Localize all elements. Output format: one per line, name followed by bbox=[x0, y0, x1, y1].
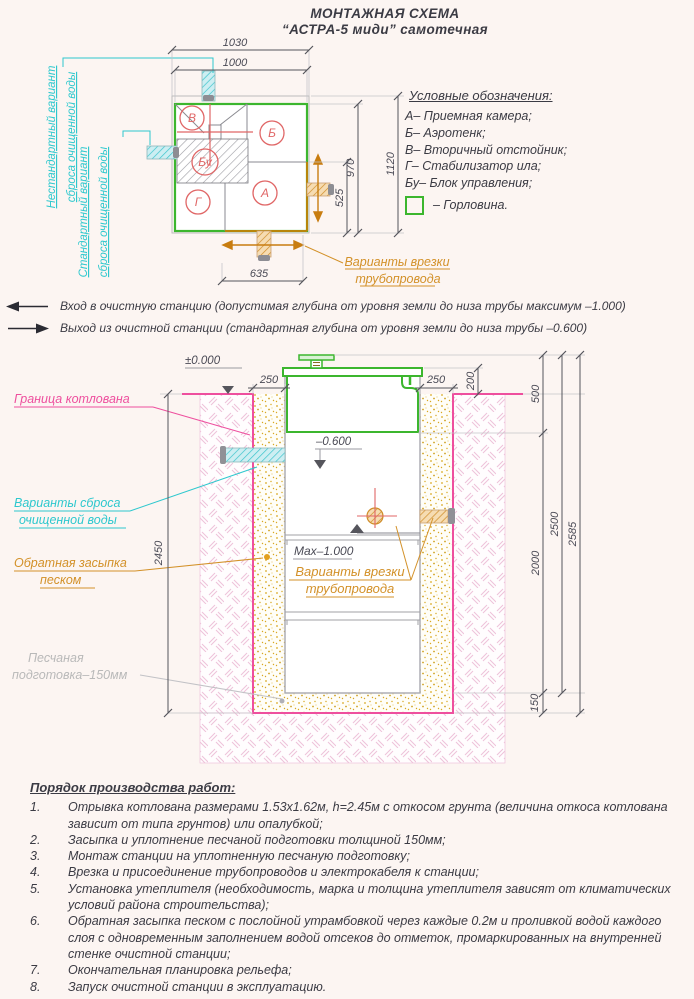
plan-dim-1030: 1030 bbox=[222, 37, 248, 49]
dim-2500: 2500 bbox=[549, 511, 561, 537]
work-item-3 bbox=[30, 848, 682, 864]
outlet-note bbox=[4, 321, 587, 335]
dim-200: 200 bbox=[465, 371, 477, 391]
work-item-6-text: Обратная засыпка песком с послойной утрамбовкой через каждые 0.2м и проливкой водой каждого слоя с одновременным заполнением водой отсеков до отметок, промаркированных на внутренней стенке очистной станции; bbox=[68, 914, 662, 961]
work-item-5 bbox=[30, 881, 682, 914]
level-zero-marker bbox=[222, 386, 234, 394]
tank-neck-section bbox=[287, 376, 418, 432]
vent-stem bbox=[311, 360, 322, 368]
work-item-4-text: Врезка и присоединение трубопроводов и электрокабеля к станции; bbox=[68, 865, 479, 880]
discharge-pipe-cap bbox=[220, 446, 226, 464]
work-item-2-num: 2. bbox=[30, 832, 41, 847]
dim-2000: 2000 bbox=[530, 550, 542, 576]
plan-tapping-leader bbox=[305, 246, 343, 263]
work-item-7-text: Окончательная планировка рельефа; bbox=[68, 963, 292, 978]
legend-neck-row bbox=[405, 196, 690, 215]
cross-section-drawing bbox=[0, 348, 694, 780]
plan-dim-525: 525 bbox=[334, 188, 346, 208]
backfill-label-line1: Обратная засыпка bbox=[14, 556, 127, 570]
plan-tapping-label-line1: Варианты врезки bbox=[344, 255, 450, 269]
compartment-label-g: Г bbox=[194, 195, 202, 209]
legend-neck-label: – Горловина. bbox=[433, 198, 508, 213]
inlet-arrow-icon bbox=[4, 300, 50, 313]
plan-control-block-hatch bbox=[177, 139, 248, 183]
work-item-2-text: Засыпка и уплотнение песчаной подготовки толщиной 150мм; bbox=[68, 832, 446, 847]
work-item-3-num: 3. bbox=[30, 849, 41, 864]
work-item-5-text: Установка утеплителя (необходимость, марка и толщина утеплителя зависят от климатических условий района строительства); bbox=[68, 881, 671, 913]
plan-bottom-pipe bbox=[257, 231, 271, 257]
compartment-label-b: Б bbox=[268, 126, 276, 140]
work-item-8-num: 8. bbox=[30, 979, 41, 994]
inlet-note bbox=[4, 299, 626, 313]
dim-150: 150 bbox=[529, 693, 541, 713]
work-item-7-num: 7. bbox=[30, 963, 41, 978]
work-item-8-text: Запуск очистной станции в эксплуатацию. bbox=[68, 979, 327, 994]
work-item-7 bbox=[30, 962, 682, 978]
work-item-3-text: Монтаж станции на уплотненную песчаную подготовку; bbox=[68, 849, 411, 864]
discharge-options-label-line2: очищенной воды bbox=[19, 513, 117, 527]
label-standard-discharge-line1: Стандартный вариант bbox=[78, 146, 90, 278]
max-depth-label: Max–1.000 bbox=[294, 544, 354, 558]
legend-item-bu: Бу– Блок управления; bbox=[405, 176, 533, 191]
page-subtitle: “АСТРА-5 миди” самотечная bbox=[281, 22, 489, 37]
tapping-pipe-right-cap bbox=[448, 508, 455, 524]
discharge-pipe bbox=[225, 448, 285, 462]
vent-cap bbox=[299, 355, 334, 360]
plan-dim-970: 970 bbox=[345, 158, 357, 178]
dim-250-right: 250 bbox=[426, 374, 446, 386]
work-item-6 bbox=[30, 913, 682, 962]
legend bbox=[405, 88, 690, 215]
plan-bottom-pipe-cap bbox=[258, 255, 270, 261]
plan-tapping-label-line2: трубопровода bbox=[355, 272, 441, 286]
dim-2585: 2585 bbox=[567, 521, 579, 547]
work-order-list bbox=[30, 780, 682, 995]
compartment-label-v: В bbox=[187, 111, 197, 125]
work-item-1-text: Отрывка котлована размерами 1.53х1.62м, h=2.45м с откосом грунта (величина откоса котлована зависит от типа грунтов) или опалубкой; bbox=[68, 800, 668, 831]
legend-item-g: Г– Стабилизатор ила; bbox=[405, 159, 542, 174]
label-standard-discharge-line2: сброса очищенной воды bbox=[98, 146, 110, 278]
sand-prep-label-line2: подготовка–150мм bbox=[12, 668, 128, 682]
work-item-2 bbox=[30, 832, 682, 848]
section-tapping-label-line1: Варианты врезки bbox=[295, 564, 405, 579]
outlet-note-text: Выход из очистной станции (стандартная глубина от уровня земли до низа трубы –0.600) bbox=[60, 321, 588, 335]
work-order-title: Порядок производства работ: bbox=[30, 780, 236, 795]
neck-square-icon bbox=[405, 196, 424, 215]
discharge-options-label-line1: Варианты сброса bbox=[14, 496, 121, 510]
legend-item-a: А– Приемная камера; bbox=[405, 109, 532, 123]
plan-dim-1000: 1000 bbox=[222, 57, 248, 69]
work-item-8 bbox=[30, 979, 682, 995]
tank-neck-flange bbox=[283, 368, 422, 376]
plan-view-drawing bbox=[30, 33, 460, 295]
pit-boundary-label: Граница котлована bbox=[14, 392, 130, 406]
sand-prep-leader-dot bbox=[280, 699, 285, 704]
label-nonstandard-discharge-line2: сброса очищенной воды bbox=[66, 71, 78, 203]
inlet-note-text: Вход в очистную станцию (допустимая глубина от уровня земли до низа трубы максимум –1.000) bbox=[60, 299, 626, 313]
tapping-pipe-right bbox=[420, 510, 448, 523]
plan-top-pipe-cap bbox=[203, 95, 214, 101]
compartment-label-a: А bbox=[260, 186, 270, 200]
work-item-6-num: 6. bbox=[30, 914, 41, 929]
sand-prep-label-line1: Песчаная bbox=[28, 651, 84, 665]
label-nonstandard-discharge-line1: Нестандартный вариант bbox=[46, 65, 58, 209]
level-zero-label: ±0.000 bbox=[185, 355, 221, 367]
plan-left-pipe-cap bbox=[173, 147, 179, 158]
level-minus600-label: –0.600 bbox=[316, 436, 352, 448]
work-item-5-num: 5. bbox=[30, 881, 41, 896]
outlet-arrow-icon bbox=[4, 322, 50, 335]
work-item-1-num: 1. bbox=[30, 800, 41, 815]
work-item-1 bbox=[30, 799, 682, 832]
plan-dim-635: 635 bbox=[249, 268, 269, 280]
section-tapping-label-line2: трубопровода bbox=[305, 581, 395, 596]
dim-250-left: 250 bbox=[259, 374, 279, 386]
work-item-4-num: 4. bbox=[30, 865, 41, 880]
dim-2450: 2450 bbox=[153, 540, 165, 566]
compartment-label-bu: Бу bbox=[198, 155, 212, 169]
backfill-leader-dot bbox=[264, 554, 270, 560]
page-title: МОНТАЖНАЯ СХЕМА bbox=[310, 6, 460, 21]
dim-500: 500 bbox=[530, 384, 542, 404]
plan-left-pipe bbox=[147, 146, 177, 159]
backfill-label-line2: песком bbox=[40, 573, 82, 587]
legend-title: Условные обозначения: bbox=[409, 88, 553, 103]
plan-dim-1120: 1120 bbox=[385, 152, 397, 176]
legend-item-b: Б– Аэротенк; bbox=[405, 125, 486, 140]
legend-item-v: В– Вторичный отстойник; bbox=[405, 142, 568, 157]
work-item-4 bbox=[30, 864, 682, 880]
